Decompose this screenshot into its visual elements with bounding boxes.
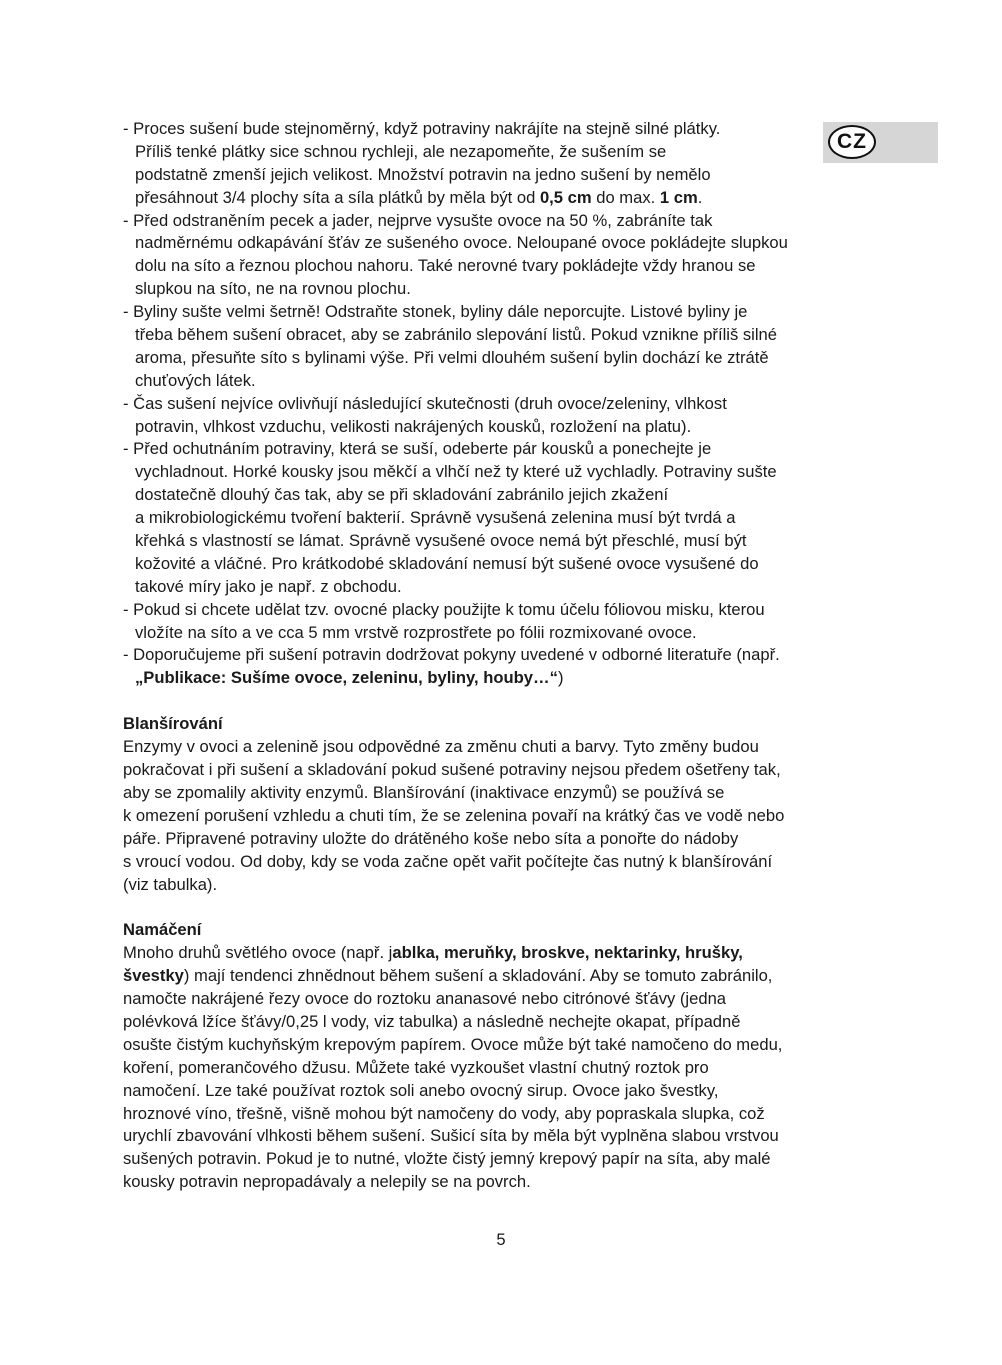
tip-item — [123, 393, 883, 439]
tips-list — [123, 118, 883, 690]
text-line — [123, 599, 883, 622]
text-line — [123, 874, 883, 897]
text-run: - Byliny sušte velmi šetrně! Odstraňte stonek, byliny dále neporcujte. Listové byliny je — [123, 302, 748, 322]
text-line — [123, 416, 883, 439]
text-run: namočení. Lze také používat roztok soli anebo ovocný sirup. Ovoce jako švestky, — [123, 1080, 719, 1100]
text-line — [123, 393, 883, 416]
text-line — [123, 988, 883, 1011]
bold-text: 0,5 cm — [539, 187, 592, 207]
text-run: k omezení porušení vzhledu a chuti tím, že se zelenina povaří na krátký čas ve vodě nebo — [123, 805, 785, 825]
section-spacer — [123, 896, 883, 919]
bold-text: 1 cm — [659, 187, 698, 207]
text-run: chuťových látek. — [135, 370, 256, 390]
text-line — [123, 622, 883, 645]
text-run: Mnoho druhů světlého ovoce (např. j — [123, 943, 393, 963]
text-line — [123, 507, 883, 530]
text-run: s vroucí vodou. Od doby, kdy se voda začne opět vařit počítejte čas nutný k blanšírování — [123, 851, 773, 871]
text-run: Příliš tenké plátky sice schnou rychleji, ale nezapomeňte, že sušením se — [135, 141, 667, 161]
text-line — [123, 141, 883, 164]
text-line — [123, 210, 883, 233]
text-line — [123, 1057, 883, 1080]
text-run: křehká s vlastností se lámat. Správně vysušené ovoce nemá být přeschlé, musí být — [135, 531, 747, 551]
text-line — [123, 644, 883, 667]
text-run: slupkou na síto, ne na rovnou plochu. — [135, 279, 411, 299]
text-line — [123, 438, 883, 461]
text-line — [123, 1080, 883, 1103]
text-line — [123, 576, 883, 599]
text-line — [123, 278, 883, 301]
text-run: dolu na síto a řeznou plochou nahoru. Také nerovné tvary pokládejte vždy hranou se — [135, 256, 756, 276]
text-run: - Před ochutnáním potraviny, která se suší, odeberte pár kousků a ponechejte je — [123, 439, 712, 459]
text-run: pokračovat i při sušení a skladování pokud sušené potraviny nejsou předem ošetřeny tak, — [123, 760, 781, 780]
text-line — [123, 1171, 883, 1194]
tip-item — [123, 644, 883, 690]
text-line — [123, 187, 883, 210]
text-run: ) mají tendenci zhnědnout během sušení a skladování. Aby se tomuto zabránilo, — [183, 966, 773, 986]
page-body-text — [123, 118, 883, 1194]
text-line — [123, 667, 883, 690]
text-line — [123, 736, 883, 759]
text-line — [123, 828, 883, 851]
section-heading: Blanšírování — [123, 714, 223, 734]
text-line — [123, 370, 883, 393]
text-run: Enzymy v ovoci a zelenině jsou odpovědné za změnu chuti a barvy. Tyto změny budou — [123, 737, 759, 757]
text-line — [123, 782, 883, 805]
text-line — [123, 805, 883, 828]
text-run: - Před odstraněním pecek a jader, nejprve vysušte ovoce na 50 %, zabráníte tak — [123, 210, 713, 230]
text-run: sušených potravin. Pokud je to nutné, vložte čistý jemný krepový papír na síta, aby malé — [123, 1149, 771, 1169]
text-run: aby se zpomalily aktivity enzymů. Blanšírování (inaktivace enzymů) se používá se — [123, 782, 725, 802]
text-line — [123, 759, 883, 782]
text-run: kousky potravin nepropadávaly a nelepily se na povrch. — [123, 1172, 531, 1192]
text-line — [123, 347, 883, 370]
bold-text: „Publikace: Sušíme ovoce, zeleninu, byliny, houby…“ — [135, 668, 558, 688]
text-run: . — [697, 187, 703, 207]
text-run: kožovité a vláčné. Pro krátkodobé skladování nemusí být sušené ovoce vysušené do — [135, 553, 759, 573]
text-run: dostatečně dlouhý čas tak, aby se při skladování zabránilo jejich zkažení — [135, 485, 669, 505]
text-run: aroma, přesuňte síto s bylinami výše. Při velmi dlouhém sušení bylin dochází ke ztrátě — [135, 347, 769, 367]
text-run: hroznové víno, třešně, višně mohou být namočeny do vody, aby popraskala slupka, což — [123, 1103, 765, 1123]
text-run: - Proces sušení bude stejnoměrný, když potraviny nakrájíte na stejně silné plátky. — [123, 119, 721, 138]
text-run: - Čas sušení nejvíce ovlivňují následující skutečnosti (druh ovoce/zeleniny, vlhkost — [123, 393, 727, 413]
text-run: nadměrnému odkapávání šťáv ze sušeného ovoce. Neloupané ovoce pokládejte slupkou — [135, 233, 788, 253]
tip-item — [123, 301, 883, 393]
language-badge: CZ — [828, 125, 876, 159]
text-line — [123, 1011, 883, 1034]
text-run: vychladnout. Horké kousky jsou měkčí a vlhčí než ty které už vychladly. Potraviny sušte — [135, 462, 777, 482]
section — [123, 919, 883, 1194]
bold-text: ablka, meruňky, broskve, nektarinky, hrušky, — [392, 943, 743, 963]
text-run: podstatně zmenší jejich velikost. Množství potravin na jedno sušení by nemělo — [135, 164, 711, 184]
text-run: (viz tabulka). — [123, 874, 218, 894]
text-line — [123, 530, 883, 553]
text-line — [123, 301, 883, 324]
text-line — [123, 965, 883, 988]
text-run: páře. Připravené potraviny uložte do drátěného koše nebo síta a ponořte do nádoby — [123, 828, 739, 848]
section-heading: Namáčení — [123, 920, 202, 940]
text-line — [123, 164, 883, 187]
bold-text: švestky — [123, 966, 184, 986]
text-run: osušte čistým kuchyňským krepovým papírem. Ovoce může být také namočeno do medu, — [123, 1034, 783, 1054]
text-run: třeba během sušení obracet, aby se zabránilo slepování listů. Pokud vznikne příliš silné — [135, 325, 777, 345]
text-run: - Pokud si chcete udělat tzv. ovocné placky použijte k tomu účelu fóliovou misku, kterou — [123, 599, 765, 619]
text-run: polévková lžíce šťávy/0,25 l vody, viz tabulka) a následně nechejte okapat, případně — [123, 1011, 741, 1031]
text-line — [123, 942, 883, 965]
section-spacer — [123, 690, 883, 713]
text-line — [123, 232, 883, 255]
tip-item — [123, 118, 883, 210]
tip-item — [123, 210, 883, 302]
text-line — [123, 255, 883, 278]
text-run: urychlí zbavování vlhkosti během sušení. Sušicí síta by měla být vyplněna slabou vrstvou — [123, 1126, 779, 1146]
text-line — [123, 1125, 883, 1148]
page-number: 5 — [496, 1230, 506, 1249]
text-line — [123, 461, 883, 484]
text-run: a mikrobiologickému tvoření bakterií. Správně vysušená zelenina musí být tvrdá a — [135, 508, 736, 528]
text-line — [123, 1148, 883, 1171]
text-run: potravin, vlhkost vzduchu, velikosti nakrájených kousků, rozložení na platu). — [135, 416, 692, 436]
text-line — [123, 118, 883, 141]
text-run: přesáhnout 3/4 plochy síta a síla plátků by měla být od — [135, 187, 540, 207]
text-line — [123, 1103, 883, 1126]
text-line — [123, 484, 883, 507]
text-run: koření, pomerančového džusu. Můžete také vyzkoušet vlastní chutný roztok pro — [123, 1057, 709, 1077]
text-run: - Doporučujeme při sušení potravin dodržovat pokyny uvedené v odborné literatuře (např. — [123, 645, 780, 665]
text-run: ) — [557, 668, 564, 688]
text-line — [123, 324, 883, 347]
text-line — [123, 851, 883, 874]
text-run: vložíte na síto a ve cca 5 mm vrstvě rozprostřete po fólii rozmixované ovoce. — [135, 622, 697, 642]
text-line — [123, 553, 883, 576]
text-run: takové míry jako je např. z obchodu. — [135, 576, 402, 596]
text-run: do max. — [591, 187, 660, 207]
text-line — [123, 1034, 883, 1057]
section — [123, 713, 883, 896]
text-run: namočte nakrájené řezy ovoce do roztoku ananasové nebo citrónové šťávy (jedna — [123, 989, 727, 1009]
tip-item — [123, 599, 883, 645]
tip-item — [123, 438, 883, 598]
